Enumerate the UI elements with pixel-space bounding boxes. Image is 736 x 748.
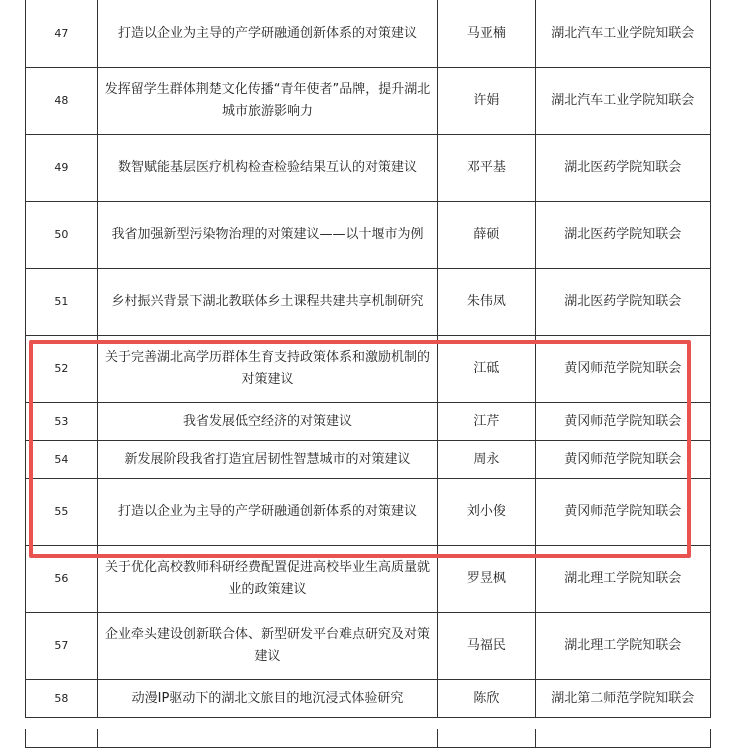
- proposal-title: 企业牵头建设创新联合体、新型研发平台难点研究及对策建议: [97, 613, 437, 680]
- row-number: 47: [26, 0, 98, 68]
- organization: 湖北医药学院知联会: [535, 269, 710, 336]
- table-row: [26, 441, 711, 479]
- organization: 湖北汽车工业学院知联会: [535, 0, 710, 68]
- organization: 湖北理工学院知联会: [535, 546, 710, 613]
- table-row: [26, 403, 711, 441]
- row-number: 50: [26, 202, 98, 269]
- table-row: [26, 202, 711, 269]
- proposal-table: [25, 0, 711, 748]
- organization: 黄冈师范学院知联会: [535, 403, 710, 441]
- proposal-title: 打造以企业为主导的产学研融通创新体系的对策建议: [97, 479, 437, 546]
- row-number: 57: [26, 613, 98, 680]
- author-name: 邓平基: [438, 135, 535, 202]
- author-name: 周永: [438, 441, 535, 479]
- table-row: [26, 479, 711, 546]
- organization: 湖北理工学院知联会: [535, 613, 710, 680]
- row-number: 49: [26, 135, 98, 202]
- proposal-title: 我省加强新型污染物治理的对策建议——以十堰市为例: [97, 202, 437, 269]
- row-number: 53: [26, 403, 98, 441]
- row-number: 52: [26, 336, 98, 403]
- author-name: 陈欣: [438, 680, 535, 718]
- organization: 黄冈师范学院知联会: [535, 336, 710, 403]
- row-number: 51: [26, 269, 98, 336]
- proposal-title: 数智赋能基层医疗机构检查检验结果互认的对策建议: [97, 135, 437, 202]
- author-name: 江芹: [438, 403, 535, 441]
- organization: 湖北医药学院知联会: [535, 202, 710, 269]
- row-number: 56: [26, 546, 98, 613]
- author-name: 许娟: [438, 68, 535, 135]
- proposal-title: 关于优化高校教师科研经费配置促进高校毕业生高质量就业的政策建议: [97, 546, 437, 613]
- page-cutoff: [0, 718, 736, 729]
- table-row: [26, 680, 711, 718]
- table-row: [26, 0, 711, 68]
- organization: 湖北医药学院知联会: [535, 135, 710, 202]
- author-name: 江砥: [438, 336, 535, 403]
- table-row: [26, 613, 711, 680]
- proposal-title: 新发展阶段我省打造宜居韧性智慧城市的对策建议: [97, 441, 437, 479]
- author-name: 马亚楠: [438, 0, 535, 68]
- author-name: 薛硕: [438, 202, 535, 269]
- table-row: [26, 336, 711, 403]
- proposal-title: 发挥留学生群体荆楚文化传播“青年使者”品牌，提升湖北城市旅游影响力: [97, 68, 437, 135]
- table-row: [26, 546, 711, 613]
- proposal-title: 关于完善湖北高学历群体生育支持政策体系和激励机制的对策建议: [97, 336, 437, 403]
- row-number: 54: [26, 441, 98, 479]
- author-name: 罗昱枫: [438, 546, 535, 613]
- organization: 湖北第二师范学院知联会: [535, 680, 710, 718]
- table-row: [26, 68, 711, 135]
- row-number: 58: [26, 680, 98, 718]
- organization: 湖北汽车工业学院知联会: [535, 68, 710, 135]
- table-row: [26, 135, 711, 202]
- author-name: 刘小俊: [438, 479, 535, 546]
- author-name: 马福民: [438, 613, 535, 680]
- organization: 黄冈师范学院知联会: [535, 441, 710, 479]
- proposal-title: 动漫IP驱动下的湖北文旅目的地沉浸式体验研究: [97, 680, 437, 718]
- organization: 黄冈师范学院知联会: [535, 479, 710, 546]
- row-number: 48: [26, 68, 98, 135]
- proposal-title: 乡村振兴背景下湖北教联体乡土课程共建共享机制研究: [97, 269, 437, 336]
- row-number: 55: [26, 479, 98, 546]
- table-row: [26, 269, 711, 336]
- proposal-title: 打造以企业为主导的产学研融通创新体系的对策建议: [97, 0, 437, 68]
- proposal-title: 我省发展低空经济的对策建议: [97, 403, 437, 441]
- author-name: 朱伟凤: [438, 269, 535, 336]
